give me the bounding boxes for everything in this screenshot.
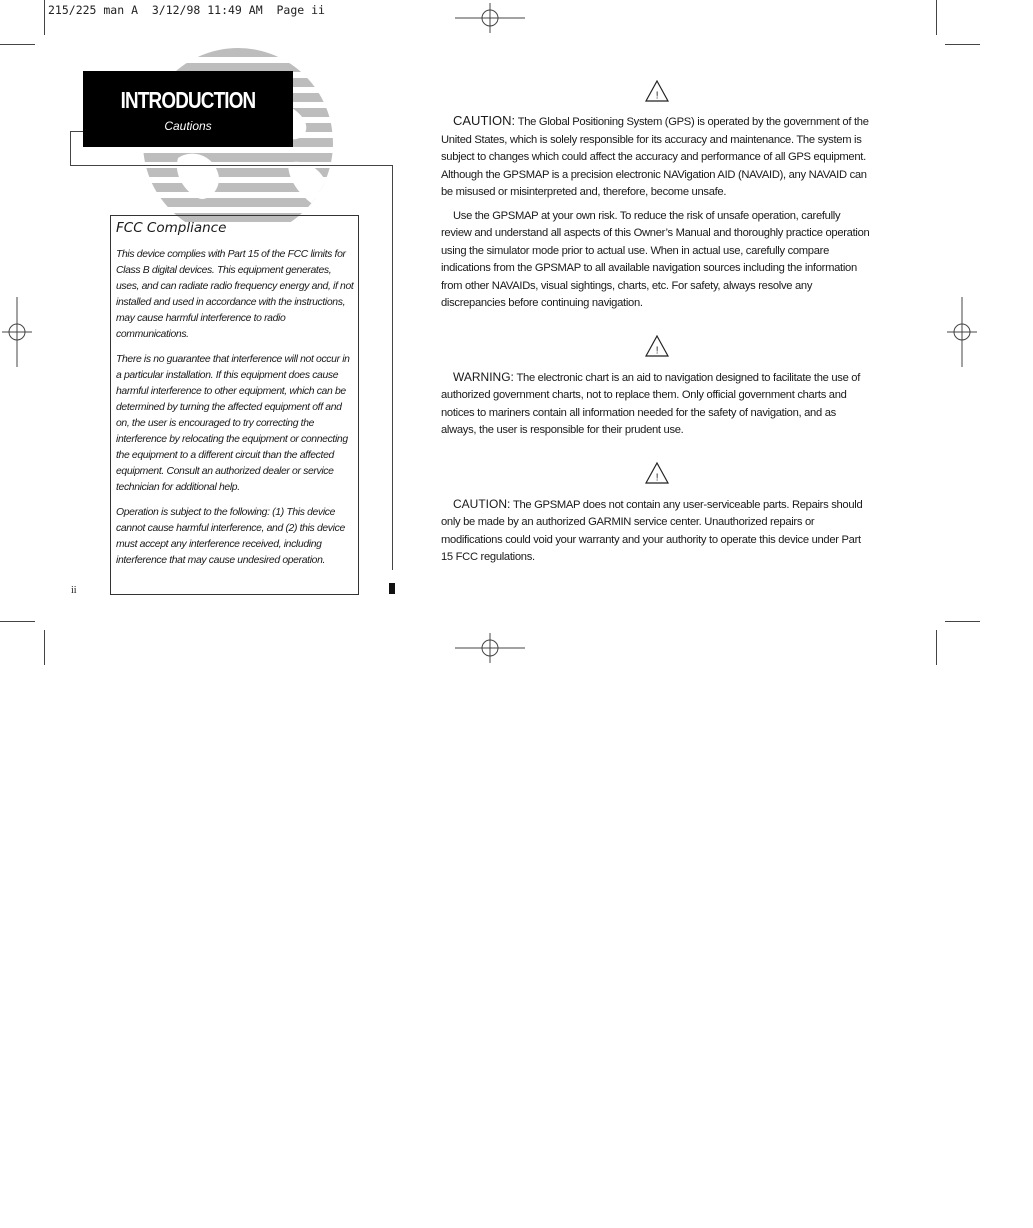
cautions-column xyxy=(441,80,873,567)
caution-paragraph xyxy=(441,496,873,567)
frame-line xyxy=(70,131,83,132)
caution-paragraph xyxy=(441,112,873,202)
crop-mark xyxy=(0,621,35,622)
warning-triangle-icon xyxy=(645,462,669,484)
warning-label: WARNING: xyxy=(453,369,514,384)
caution-paragraph: Use the GPSMAP at your own risk. To reduce the risk of unsafe operation, carefully review and understand all aspects of this Owner’s Manual and thoroughly practice operation using the simulator mode prior to actual use. When in actual use, carefully compare indications from the GPSMAP to all available navigation sources including the information from other NAVAIDs, visual sightings, charts, etc. For safety, always resolve any discrepancies before continuing navigation. xyxy=(441,209,870,309)
fcc-compliance-box xyxy=(110,215,359,595)
fcc-paragraph: There is no guarantee that interference will not occur in a particular installation. If this equipment does cause harmful interference to other equipment, which can be determined by turning the affected equipment off and on, the user is encouraged to try correcting the interference by relocating the equipment or connecting the equipment to a different circuit than the affected equipment. Consult an authorized dealer or service technician for additional help. xyxy=(116,354,350,493)
svg-text:!: ! xyxy=(655,90,659,102)
frame-line xyxy=(70,131,71,165)
warning-triangle-icon xyxy=(645,80,669,102)
warning-paragraph xyxy=(441,369,873,440)
registration-mark-icon xyxy=(2,297,32,367)
crop-mark xyxy=(44,630,45,665)
registration-mark-icon xyxy=(947,297,977,367)
frame-line xyxy=(392,165,393,570)
crop-mark xyxy=(936,0,937,35)
fcc-title: FCC Compliance xyxy=(116,220,227,236)
caution-label: CAUTION: xyxy=(453,113,516,128)
crop-mark xyxy=(44,0,45,35)
registration-mark-icon xyxy=(455,3,525,33)
crop-mark xyxy=(945,621,980,622)
warning-text: The electronic chart is an aid to navigation designed to facilitate the use of authorized government charts, not to replace them. Only official government charts and notices to mariners contain all information needed for the safety of navigation, and as always, the user is responsible for their prudent use. xyxy=(441,371,861,436)
caution-label: CAUTION: xyxy=(453,496,511,511)
svg-text:!: ! xyxy=(655,472,659,483)
page-number: ii xyxy=(71,585,77,596)
caution-text: The GPSMAP does not contain any user-serviceable parts. Repairs should only be made by an authorized GARMIN service center. Unauthorized repairs or modifications could void your warranty and your authority to operate this device under Part 15 FCC regulations. xyxy=(441,498,863,563)
registration-mark-icon xyxy=(455,633,525,663)
print-slug: 215/225 man A 3/12/98 11:49 AM Page ii xyxy=(48,3,325,17)
page-title: INTRODUCTION xyxy=(120,87,256,113)
fcc-paragraph: Operation is subject to the following: (1) This device cannot cause harmful interference, and (2) this device must accept any interference received, including interference that may cause undesired operation. xyxy=(116,507,345,566)
caution-text: The Global Positioning System (GPS) is operated by the government of the United States, which is solely responsible for its accuracy and maintenance. The system is subject to changes which could affect the accuracy and performance of all GPS equipment. Although the GPSMAP is a precision electronic NAVigation AID (NAVAID), any NAVAID can be misused or misinterpreted and, therefore, become unsafe. xyxy=(441,116,869,198)
page-subtitle: Cautions xyxy=(164,119,212,133)
crop-mark xyxy=(945,44,980,45)
frame-line xyxy=(70,165,392,166)
fcc-paragraph: This device complies with Part 15 of the FCC limits for Class B digital devices. This equipment generates, uses, and can radiate radio frequency energy and, if not installed and used in accordance with the instructions, may cause harmful interference to radio communications. xyxy=(116,249,354,340)
svg-text:!: ! xyxy=(655,345,659,356)
section-header xyxy=(83,71,293,147)
crop-mark xyxy=(0,44,35,45)
frame-marker xyxy=(389,583,395,594)
warning-triangle-icon xyxy=(645,335,669,357)
crop-mark xyxy=(936,630,937,665)
